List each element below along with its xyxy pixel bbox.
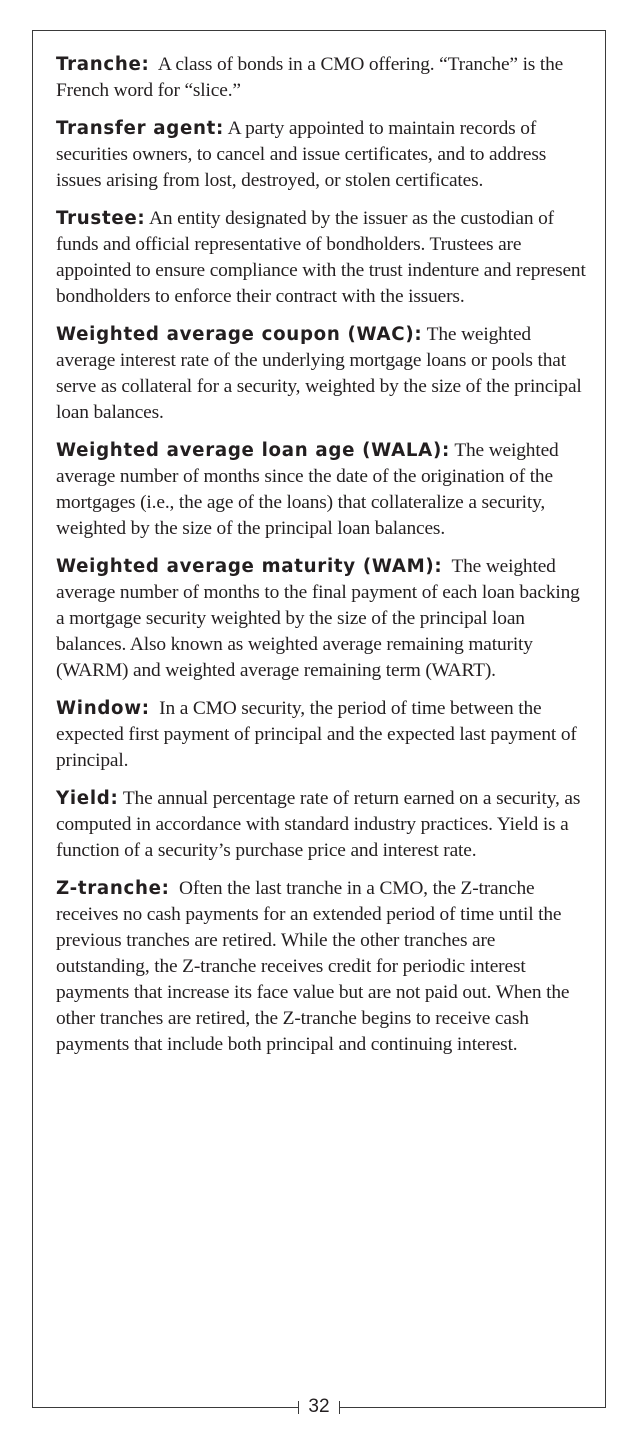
glossary-term: Weighted average coupon (WAC): [56,324,423,345]
page-number: 32 [308,1396,330,1417]
glossary-term: Window: [56,698,150,719]
glossary-term: Tranche: [56,54,150,75]
glossary-entry-tranche [56,52,588,104]
glossary-entries [56,52,588,1070]
glossary-definition: The weighted average number of months since the date of the origination of the mortgages (i.e., the age of the loans) that collateralize a security, weighted by the size of the principal loan balances. [56,440,559,539]
glossary-definition: In a CMO security, the period of time between the expected first payment of principal and the expected last payment of principal. [56,698,577,771]
glossary-definition: A class of bonds in a CMO offering. “Tranche” is the French word for “slice.” [56,54,564,101]
glossary-definition: The weighted average number of months to the final payment of each loan backing a mortgage security weighted by the size of the principal loan balances. Also known as weighted average remaining maturity (WARM) and weighted average remaining term (WART). [56,556,580,681]
glossary-term: Weighted average maturity (WAM): [56,556,443,577]
glossary-definition: The weighted average interest rate of the underlying mortgage loans or pools that serve as collateral for a security, weighted by the size of the principal loan balances. [56,324,582,423]
glossary-definition: The annual percentage rate of return earned on a security, as computed in accordance with standard industry practices. Yield is a function of a security’s purchase price and interest rate. [56,788,581,861]
page-border-bottom-left [32,1407,298,1408]
glossary-entry-transfer-agent [56,116,588,194]
glossary-term: Yield: [56,788,119,809]
glossary-definition: An entity designated by the issuer as the custodian of funds and official representative of bondholders. Trustees are appointed to ensure compliance with the trust indenture and represent bondholders to enforce their contract with the issuers. [56,208,586,307]
glossary-term: Z-tranche: [56,878,170,899]
page-border-bottom-right [340,1407,606,1408]
glossary-definition: A party appointed to maintain records of securities owners, to cancel and issue certificates, and to address issues arising from lost, destroyed, or stolen certificates. [56,118,547,191]
glossary-entry-trustee [56,206,588,310]
glossary-definition: Often the last tranche in a CMO, the Z-tranche receives no cash payments for an extended period of time until the previous tranches are retired. While the other tranches are outstanding, the Z-tranche receives credit for periodic interest payments that increase its face value but are not paid out. When the other tranches are retired, the Z-tranche begins to receive cash payments that include both principal and continuing interest. [56,878,570,1055]
glossary-entry-wam [56,554,588,684]
glossary-entry-z-tranche [56,876,588,1058]
glossary-term: Trustee: [56,208,146,229]
glossary-entry-yield [56,786,588,864]
glossary-term: Transfer agent: [56,118,225,139]
glossary-entry-window [56,696,588,774]
glossary-term: Weighted average loan age (WALA): [56,440,450,461]
glossary-entry-wala [56,438,588,542]
glossary-entry-wac [56,322,588,426]
